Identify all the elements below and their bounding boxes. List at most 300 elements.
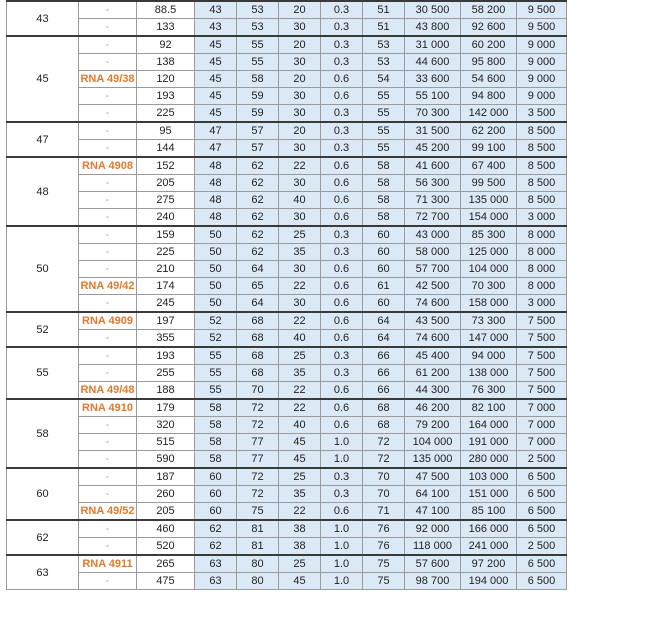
value-cell: 43 800 (405, 19, 461, 37)
value-cell: 70 300 (461, 278, 517, 295)
value-cell: 94 800 (461, 88, 517, 105)
table-row (7, 122, 567, 140)
value-cell: 355 (137, 330, 195, 348)
table-row (7, 244, 567, 261)
value-cell: 0.3 (321, 19, 363, 37)
value-cell: 43 000 (405, 226, 461, 244)
value-cell: 142 000 (461, 105, 517, 123)
value-cell: 55 (363, 105, 405, 123)
value-cell: 22 (279, 382, 321, 400)
value-cell: 47 500 (405, 468, 461, 486)
table-row (7, 573, 567, 590)
value-cell: 3 500 (517, 105, 567, 123)
value-cell: 45 (195, 71, 237, 88)
value-cell: 6 500 (517, 520, 567, 538)
value-cell: 57 600 (405, 555, 461, 573)
value-cell: 60 (363, 244, 405, 261)
value-cell: 0.3 (321, 244, 363, 261)
value-cell: 88.5 (137, 1, 195, 19)
value-cell: 0.3 (321, 486, 363, 503)
value-cell: 0.3 (321, 140, 363, 158)
designation-cell: RNA 49/52 (79, 503, 137, 521)
value-cell: 72 (363, 434, 405, 451)
value-cell: 53 (237, 19, 279, 37)
designation-cell: - (79, 573, 137, 590)
value-cell: 25 (279, 555, 321, 573)
value-cell: 55 (363, 88, 405, 105)
value-cell: 95 800 (461, 54, 517, 71)
value-cell: 85 300 (461, 226, 517, 244)
value-cell: 0.3 (321, 347, 363, 365)
table-row (7, 382, 567, 400)
value-cell: 0.6 (321, 209, 363, 227)
value-cell: 81 (237, 520, 279, 538)
value-cell: 0.3 (321, 468, 363, 486)
value-cell: 8 000 (517, 261, 567, 278)
table-row (7, 520, 567, 538)
value-cell: 0.6 (321, 503, 363, 521)
value-cell: 25 (279, 226, 321, 244)
table-row (7, 434, 567, 451)
value-cell: 7 000 (517, 417, 567, 434)
value-cell: 61 (363, 278, 405, 295)
value-cell: 240 (137, 209, 195, 227)
value-cell: 50 (195, 244, 237, 261)
bore-diameter-cell: 47 (7, 122, 79, 157)
value-cell: 515 (137, 434, 195, 451)
value-cell: 520 (137, 538, 195, 556)
value-cell: 60 (195, 486, 237, 503)
value-cell: 0.6 (321, 71, 363, 88)
value-cell: 57 (237, 122, 279, 140)
table-row (7, 295, 567, 313)
value-cell: 43 500 (405, 312, 461, 330)
designation-cell: - (79, 295, 137, 313)
value-cell: 60 (363, 261, 405, 278)
value-cell: 133 (137, 19, 195, 37)
value-cell: 68 (237, 347, 279, 365)
value-cell: 71 (363, 503, 405, 521)
designation-cell: - (79, 175, 137, 192)
value-cell: 64 (363, 312, 405, 330)
value-cell: 104 000 (405, 434, 461, 451)
value-cell: 38 (279, 538, 321, 556)
value-cell: 45 (195, 36, 237, 54)
value-cell: 62 (237, 192, 279, 209)
value-cell: 9 000 (517, 54, 567, 71)
value-cell: 72 700 (405, 209, 461, 227)
value-cell: 0.6 (321, 261, 363, 278)
value-cell: 97 200 (461, 555, 517, 573)
value-cell: 57 (237, 140, 279, 158)
value-cell: 52 (195, 312, 237, 330)
value-cell: 74 600 (405, 330, 461, 348)
value-cell: 166 000 (461, 520, 517, 538)
value-cell: 187 (137, 468, 195, 486)
value-cell: 210 (137, 261, 195, 278)
value-cell: 68 (237, 330, 279, 348)
table-row (7, 175, 567, 192)
value-cell: 62 (237, 157, 279, 175)
designation-cell: - (79, 451, 137, 469)
value-cell: 30 (279, 295, 321, 313)
bearing-table-container (6, 0, 567, 590)
designation-cell: - (79, 538, 137, 556)
value-cell: 135 000 (405, 451, 461, 469)
value-cell: 58 200 (461, 1, 517, 19)
value-cell: 2 500 (517, 538, 567, 556)
value-cell: 8 000 (517, 226, 567, 244)
value-cell: 58 (363, 209, 405, 227)
designation-cell: RNA 4910 (79, 399, 137, 417)
value-cell: 61 200 (405, 365, 461, 382)
designation-cell: RNA 49/38 (79, 71, 137, 88)
value-cell: 188 (137, 382, 195, 400)
designation-cell: - (79, 1, 137, 19)
value-cell: 22 (279, 312, 321, 330)
value-cell: 30 500 (405, 1, 461, 19)
value-cell: 66 (363, 382, 405, 400)
value-cell: 1.0 (321, 538, 363, 556)
value-cell: 0.3 (321, 105, 363, 123)
value-cell: 64 (363, 330, 405, 348)
table-row (7, 347, 567, 365)
value-cell: 54 (363, 71, 405, 88)
value-cell: 144 (137, 140, 195, 158)
table-row (7, 54, 567, 71)
table-body (7, 1, 567, 590)
designation-cell: RNA 49/42 (79, 278, 137, 295)
value-cell: 3 000 (517, 209, 567, 227)
bore-diameter-cell: 43 (7, 1, 79, 36)
value-cell: 6 500 (517, 573, 567, 590)
designation-cell: - (79, 140, 137, 158)
value-cell: 7 500 (517, 382, 567, 400)
value-cell: 68 (237, 365, 279, 382)
value-cell: 65 (237, 278, 279, 295)
value-cell: 151 000 (461, 486, 517, 503)
value-cell: 30 (279, 105, 321, 123)
value-cell: 0.6 (321, 192, 363, 209)
value-cell: 275 (137, 192, 195, 209)
table-row (7, 399, 567, 417)
designation-cell: RNA 49/48 (79, 382, 137, 400)
value-cell: 82 100 (461, 399, 517, 417)
value-cell: 50 (195, 295, 237, 313)
value-cell: 7 500 (517, 365, 567, 382)
value-cell: 55 (363, 140, 405, 158)
value-cell: 54 600 (461, 71, 517, 88)
value-cell: 9 000 (517, 71, 567, 88)
value-cell: 47 100 (405, 503, 461, 521)
designation-cell: - (79, 226, 137, 244)
value-cell: 0.6 (321, 175, 363, 192)
value-cell: 67 400 (461, 157, 517, 175)
table-row (7, 88, 567, 105)
value-cell: 475 (137, 573, 195, 590)
value-cell: 45 (279, 434, 321, 451)
value-cell: 58 (363, 157, 405, 175)
value-cell: 80 (237, 573, 279, 590)
designation-cell: - (79, 347, 137, 365)
value-cell: 45 (195, 88, 237, 105)
bore-diameter-cell: 55 (7, 347, 79, 399)
value-cell: 58 (195, 434, 237, 451)
value-cell: 118 000 (405, 538, 461, 556)
value-cell: 225 (137, 105, 195, 123)
value-cell: 30 (279, 19, 321, 37)
designation-cell: - (79, 54, 137, 71)
value-cell: 241 000 (461, 538, 517, 556)
designation-cell: - (79, 88, 137, 105)
value-cell: 70 (363, 468, 405, 486)
value-cell: 44 600 (405, 54, 461, 71)
value-cell: 22 (279, 503, 321, 521)
value-cell: 60 (363, 295, 405, 313)
value-cell: 0.6 (321, 88, 363, 105)
value-cell: 59 (237, 88, 279, 105)
value-cell: 6 500 (517, 555, 567, 573)
value-cell: 1.0 (321, 555, 363, 573)
value-cell: 7 500 (517, 312, 567, 330)
designation-cell: - (79, 417, 137, 434)
table-row (7, 486, 567, 503)
value-cell: 48 (195, 209, 237, 227)
bore-diameter-cell: 52 (7, 312, 79, 347)
value-cell: 62 (237, 244, 279, 261)
value-cell: 6 500 (517, 503, 567, 521)
value-cell: 260 (137, 486, 195, 503)
value-cell: 58 (363, 175, 405, 192)
value-cell: 30 (279, 261, 321, 278)
value-cell: 194 000 (461, 573, 517, 590)
value-cell: 6 500 (517, 486, 567, 503)
value-cell: 135 000 (461, 192, 517, 209)
value-cell: 31 000 (405, 36, 461, 54)
value-cell: 0.6 (321, 382, 363, 400)
value-cell: 2 500 (517, 451, 567, 469)
value-cell: 62 (237, 175, 279, 192)
value-cell: 70 (237, 382, 279, 400)
value-cell: 1.0 (321, 434, 363, 451)
table-row (7, 71, 567, 88)
value-cell: 0.3 (321, 122, 363, 140)
value-cell: 205 (137, 175, 195, 192)
designation-cell: - (79, 192, 137, 209)
value-cell: 265 (137, 555, 195, 573)
value-cell: 20 (279, 1, 321, 19)
value-cell: 255 (137, 365, 195, 382)
value-cell: 30 (279, 88, 321, 105)
value-cell: 47 (195, 122, 237, 140)
table-row (7, 209, 567, 227)
value-cell: 48 (195, 192, 237, 209)
bore-diameter-cell: 45 (7, 36, 79, 122)
value-cell: 58 (237, 71, 279, 88)
value-cell: 154 000 (461, 209, 517, 227)
table-row (7, 538, 567, 556)
value-cell: 76 (363, 538, 405, 556)
value-cell: 25 (279, 468, 321, 486)
table-row (7, 555, 567, 573)
designation-cell: - (79, 486, 137, 503)
value-cell: 98 700 (405, 573, 461, 590)
value-cell: 62 200 (461, 122, 517, 140)
designation-cell: - (79, 330, 137, 348)
value-cell: 68 (237, 312, 279, 330)
table-row (7, 157, 567, 175)
value-cell: 72 (237, 486, 279, 503)
value-cell: 63 (195, 573, 237, 590)
value-cell: 20 (279, 122, 321, 140)
table-row (7, 261, 567, 278)
value-cell: 46 200 (405, 399, 461, 417)
value-cell: 55 (195, 347, 237, 365)
value-cell: 0.6 (321, 330, 363, 348)
designation-cell: RNA 4908 (79, 157, 137, 175)
value-cell: 138 000 (461, 365, 517, 382)
value-cell: 48 (195, 175, 237, 192)
value-cell: 70 300 (405, 105, 461, 123)
value-cell: 104 000 (461, 261, 517, 278)
value-cell: 51 (363, 1, 405, 19)
value-cell: 63 (195, 555, 237, 573)
value-cell: 38 (279, 520, 321, 538)
value-cell: 85 100 (461, 503, 517, 521)
value-cell: 94 000 (461, 347, 517, 365)
value-cell: 59 (237, 105, 279, 123)
value-cell: 60 (195, 468, 237, 486)
value-cell: 68 (363, 399, 405, 417)
value-cell: 103 000 (461, 468, 517, 486)
value-cell: 35 (279, 244, 321, 261)
value-cell: 53 (363, 36, 405, 54)
value-cell: 41 600 (405, 157, 461, 175)
value-cell: 81 (237, 538, 279, 556)
value-cell: 92 000 (405, 520, 461, 538)
designation-cell: - (79, 122, 137, 140)
value-cell: 9 000 (517, 36, 567, 54)
value-cell: 30 (279, 175, 321, 192)
designation-cell: - (79, 36, 137, 54)
value-cell: 75 (237, 503, 279, 521)
value-cell: 76 300 (461, 382, 517, 400)
value-cell: 1.0 (321, 451, 363, 469)
value-cell: 75 (363, 555, 405, 573)
value-cell: 51 (363, 19, 405, 37)
value-cell: 47 (195, 140, 237, 158)
value-cell: 30 (279, 140, 321, 158)
bore-diameter-cell: 60 (7, 468, 79, 520)
designation-cell: RNA 4909 (79, 312, 137, 330)
value-cell: 45 (279, 451, 321, 469)
value-cell: 460 (137, 520, 195, 538)
designation-cell: - (79, 261, 137, 278)
value-cell: 25 (279, 347, 321, 365)
value-cell: 191 000 (461, 434, 517, 451)
value-cell: 64 100 (405, 486, 461, 503)
bearing-dimensions-table (6, 0, 567, 590)
value-cell: 58 (195, 417, 237, 434)
value-cell: 60 (363, 226, 405, 244)
value-cell: 99 100 (461, 140, 517, 158)
value-cell: 193 (137, 347, 195, 365)
value-cell: 0.3 (321, 36, 363, 54)
value-cell: 72 (363, 451, 405, 469)
value-cell: 138 (137, 54, 195, 71)
value-cell: 72 (237, 399, 279, 417)
value-cell: 57 700 (405, 261, 461, 278)
table-row (7, 19, 567, 37)
bore-diameter-cell: 62 (7, 520, 79, 555)
value-cell: 590 (137, 451, 195, 469)
table-row (7, 417, 567, 434)
value-cell: 79 200 (405, 417, 461, 434)
value-cell: 70 (363, 486, 405, 503)
value-cell: 7 000 (517, 434, 567, 451)
value-cell: 193 (137, 88, 195, 105)
bore-diameter-cell: 58 (7, 399, 79, 468)
designation-cell: - (79, 209, 137, 227)
value-cell: 152 (137, 157, 195, 175)
value-cell: 55 (237, 36, 279, 54)
value-cell: 68 (363, 417, 405, 434)
value-cell: 0.3 (321, 226, 363, 244)
value-cell: 20 (279, 71, 321, 88)
value-cell: 56 300 (405, 175, 461, 192)
value-cell: 66 (363, 347, 405, 365)
value-cell: 72 (237, 417, 279, 434)
value-cell: 35 (279, 365, 321, 382)
value-cell: 50 (195, 278, 237, 295)
value-cell: 58 000 (405, 244, 461, 261)
value-cell: 72 (237, 468, 279, 486)
designation-cell: - (79, 19, 137, 37)
value-cell: 99 500 (461, 175, 517, 192)
value-cell: 52 (195, 330, 237, 348)
value-cell: 40 (279, 192, 321, 209)
value-cell: 30 (279, 209, 321, 227)
value-cell: 64 (237, 295, 279, 313)
value-cell: 1.0 (321, 520, 363, 538)
table-row (7, 278, 567, 295)
table-row (7, 36, 567, 54)
value-cell: 9 000 (517, 88, 567, 105)
value-cell: 3 000 (517, 295, 567, 313)
value-cell: 30 (279, 54, 321, 71)
value-cell: 20 (279, 36, 321, 54)
value-cell: 280 000 (461, 451, 517, 469)
value-cell: 205 (137, 503, 195, 521)
value-cell: 0.6 (321, 295, 363, 313)
value-cell: 174 (137, 278, 195, 295)
value-cell: 7 500 (517, 347, 567, 365)
value-cell: 0.6 (321, 157, 363, 175)
value-cell: 0.6 (321, 312, 363, 330)
table-row (7, 503, 567, 521)
value-cell: 58 (195, 399, 237, 417)
value-cell: 22 (279, 278, 321, 295)
table-row (7, 365, 567, 382)
value-cell: 45 400 (405, 347, 461, 365)
value-cell: 62 (195, 520, 237, 538)
value-cell: 40 (279, 330, 321, 348)
value-cell: 44 300 (405, 382, 461, 400)
value-cell: 8 500 (517, 122, 567, 140)
value-cell: 45 (279, 573, 321, 590)
designation-cell: - (79, 468, 137, 486)
value-cell: 179 (137, 399, 195, 417)
